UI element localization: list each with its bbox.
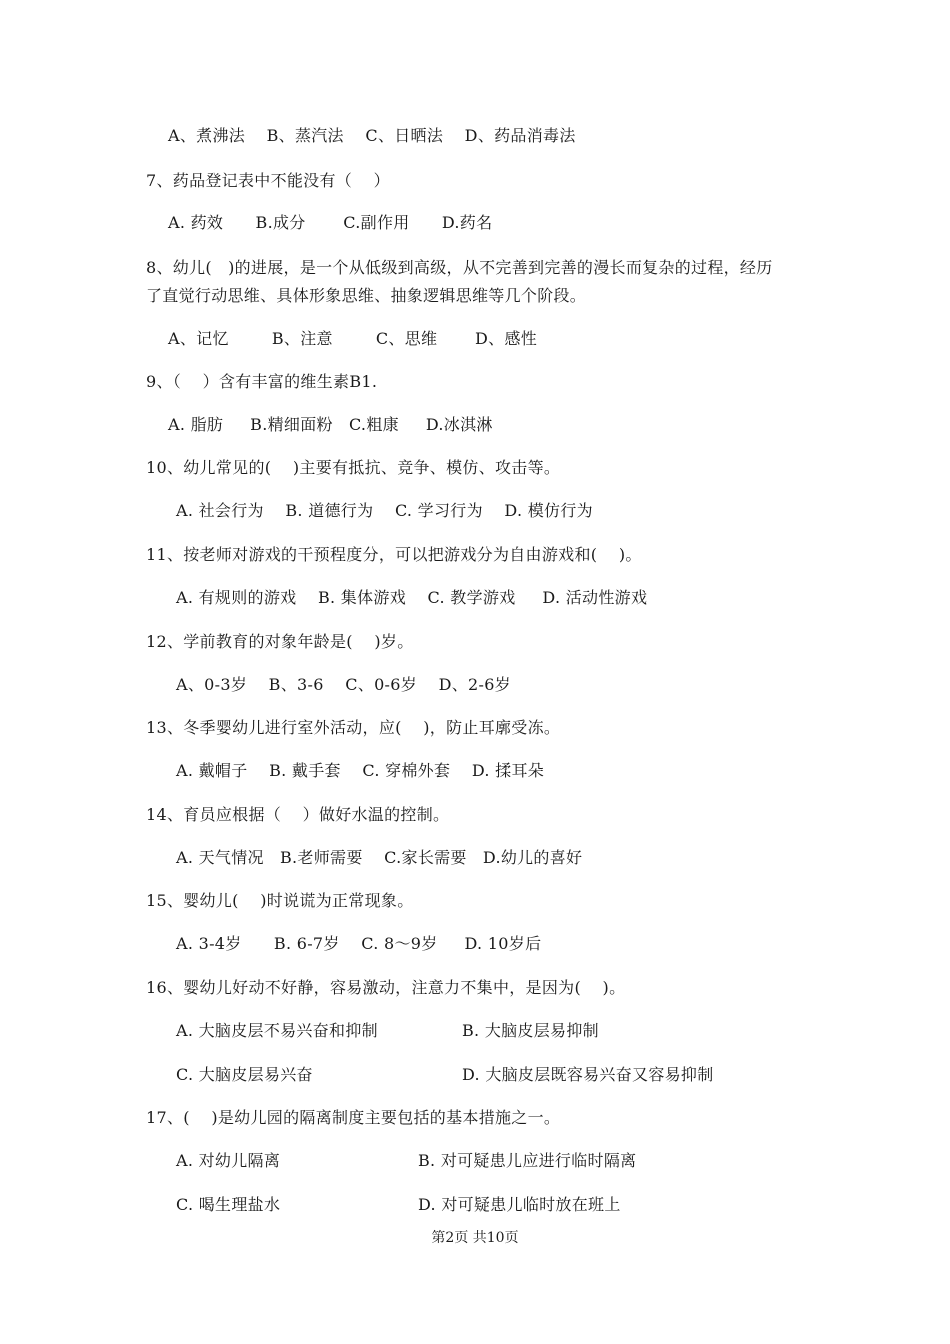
question-9: 9、（ ）含有丰富的维生素B1. (146, 372, 378, 391)
page-number-footer: 第2页 共10页 (431, 1230, 519, 1246)
question-16-option-b: B. 大脑皮层易抑制 (462, 1021, 599, 1040)
question-16-option-a: A. 大脑皮层不易兴奋和抑制 (176, 1021, 378, 1040)
question-17-option-c: C. 喝生理盐水 (176, 1195, 281, 1214)
question-8-line-1: 8、幼儿( )的进展，是一个从低级到高级，从不完善到完善的漫长而复杂的过程，经历 (146, 258, 773, 277)
question-12: 12、学前教育的对象年龄是( )岁。 (146, 632, 414, 651)
question-15-options: A. 3-4岁 B. 6-7岁 C. 8～9岁 D. 10岁后 (176, 934, 542, 953)
question-14-options: A. 天气情况 B.老师需要 C.家长需要 D.幼儿的喜好 (176, 848, 583, 867)
question-6-options: A、煮沸法 B、蒸汽法 C、日晒法 D、药品消毒法 (168, 126, 576, 145)
question-11-options: A. 有规则的游戏 B. 集体游戏 C. 教学游戏 D. 活动性游戏 (176, 588, 648, 607)
question-16-option-c: C. 大脑皮层易兴奋 (176, 1065, 313, 1084)
question-14: 14、育员应根据（ ）做好水温的控制。 (146, 805, 450, 824)
question-10-options: A. 社会行为 B. 道德行为 C. 学习行为 D. 模仿行为 (176, 501, 593, 520)
question-16-option-d: D. 大脑皮层既容易兴奋又容易抑制 (462, 1065, 714, 1084)
question-17-option-b: B. 对可疑患儿应进行临时隔离 (418, 1151, 637, 1170)
question-11: 11、按老师对游戏的干预程度分，可以把游戏分为自由游戏和( )。 (146, 545, 642, 564)
question-13-options: A. 戴帽子 B. 戴手套 C. 穿棉外套 D. 揉耳朵 (176, 761, 545, 780)
question-7-options: A. 药效 B.成分 C.副作用 D.药名 (168, 213, 493, 232)
question-10: 10、幼儿常见的( )主要有抵抗、竞争、模仿、攻击等。 (146, 458, 561, 477)
question-8-line-2: 了直觉行动思维、具体形象思维、抽象逻辑思维等几个阶段。 (146, 286, 587, 305)
question-12-options: A、0-3岁 B、3-6 C、0-6岁 D、2-6岁 (176, 675, 511, 694)
question-8-options: A、记忆 B、注意 C、思维 D、感性 (168, 329, 538, 348)
question-17: 17、( )是幼儿园的隔离制度主要包括的基本措施之一。 (146, 1108, 561, 1127)
question-9-options: A. 脂肪 B.精细面粉 C.粗康 D.冰淇淋 (168, 415, 493, 434)
question-17-option-d: D. 对可疑患儿临时放在班上 (418, 1195, 621, 1214)
question-13: 13、冬季婴幼儿进行室外活动，应( )，防止耳廓受冻。 (146, 718, 561, 737)
question-15: 15、婴幼儿( )时说谎为正常现象。 (146, 891, 414, 910)
question-7: 7、药品登记表中不能没有（ ） (146, 171, 390, 190)
question-16: 16、婴幼儿好动不好静，容易激动，注意力不集中，是因为( )。 (146, 978, 626, 997)
question-17-option-a: A. 对幼儿隔离 (176, 1151, 281, 1170)
